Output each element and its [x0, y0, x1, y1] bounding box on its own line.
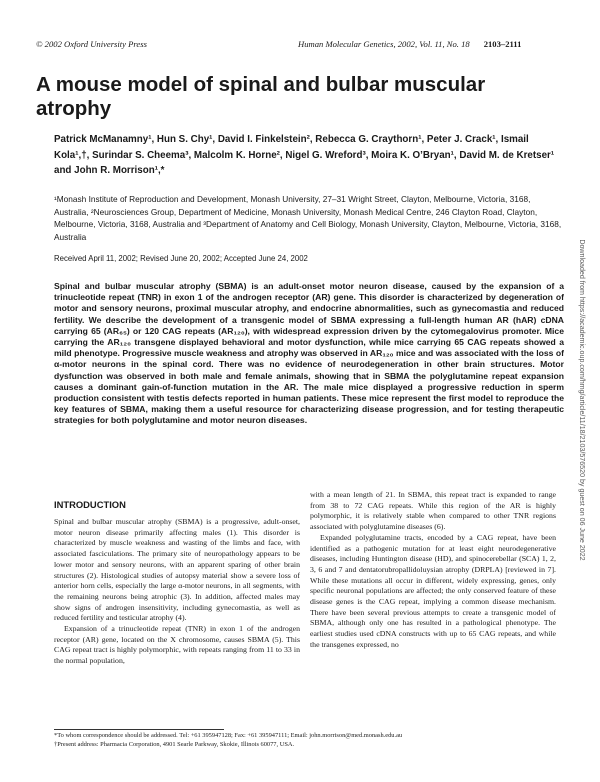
journal-name: Human Molecular Genetics, 2002, Vol. 11, No. 18 [298, 39, 470, 49]
download-watermark-text: Downloaded from https://academic.oup.com/hmg/article/11/18/2103/576520 by guest on 06 June 2022 [578, 239, 586, 561]
present-address-footnote: †Present address: Pharmacia Corporation, 4901 Searle Parkway, Skokie, Illinois 60077, USA. [54, 740, 295, 748]
received-dates: Received April 11, 2002; Revised June 20, 2002; Accepted June 24, 2002 [54, 254, 308, 263]
paragraph: Expansion of a trinucleotide repeat (TNR) in exon 1 of the androgen receptor (AR) gene, located on the X chromosome, causes SBMA (5). This CAG repeat tract is highly polymorphic, with repeats ranging from 11 to 33 in the normal population, [54, 624, 300, 666]
section-heading-introduction: INTRODUCTION [54, 499, 126, 510]
article-title: A mouse model of spinal and bulbar muscular atrophy [36, 73, 486, 120]
correspondence-footnote: *To whom correspondence should be addressed. Tel: +61 395947128; Fax: +61 395947111; Email: john.morrison@med.monash.edu.au [54, 732, 403, 739]
body-column-left [54, 517, 300, 667]
body-column-right [310, 490, 556, 651]
paragraph: Expanded polyglutamine tracts, encoded by a CAG repeat, have been identified as a pathogenic mutation for at least eight neurodegenerative diseases, including Huntington disease (HD), and spinocerebellar (SCA) 1, 2, 3, 6 and 7 and dentatorubropallidoluysian atrophy (DRPLA) [reviewed in 7]. While these mutations all occur in different, widely expressing, genes, only specific neuronal populations are affected; the only conserved feature of these disease genes is the CAG repeat, implying a common disease mechanism. There have been several previous attempts to create a transgenic model of SBMA, although only one has resulted in a pathological phenotype. The earliest studies used cDNA constructs with up to 65 CAG repeats, and while the transgenes expressed, no [310, 532, 556, 649]
paragraph: Spinal and bulbar muscular atrophy (SBMA) is a progressive, adult-onset, motor neuron disease primarily affecting males (1). This disorder is characterized by muscle weakness and wasting of the limbs and face, with associated fasciculations. The primary site of neuropathology appears to be lower motor and sensory neurons, with an apparent sparing of other brain structures (2). Histological studies of autopsy material show a severe loss of anterior horn cells, especially the large α-motor neurons, in all segments, with the remaining neurons being atrophic (3). In addition, affected males may show signs of androgen insensitivity, including gynecomastia, as well as reduced fertility and testicular atrophy (4). [54, 517, 300, 623]
affiliations: ¹Monash Institute of Reproduction and Development, Monash University, 27–31 Wright Street, Clayton, Melbourne, Victoria, 3168, Australia, ²Neurosciences Group, Department of Medicine, Monash University, Monash Medical Centre, 246 Clayton Road, Clayton, Melbourne, Victoria, 3168, Australia and ³Department of Anatomy and Cell Biology, Monash University, Clayton, Melbourne, Victoria, 3168, Australia [54, 194, 562, 242]
abstract: Spinal and bulbar muscular atrophy (SBMA) is an adult-onset motor neuron disease, caused by the expansion of a trinucleotide repeat (TNR) in exon 1 of the androgen receptor (AR) gene. This disorder is characterized by degeneration of motor and sensory neurons, proximal muscular atrophy, and endocrine abnormalities, such as gynecomastia and reduced fertility. We describe the development of a transgenic model of SBMA expressing a full-length human AR (hAR) cDNA carrying 65 (AR₆₅) or 120 CAG repeats (AR₁₂₀), with widespread expression driven by the cytomegalovirus promoter. Mice carrying the AR₁₂₀ transgene displayed behavioral and motor dysfunction, while mice carrying 65 CAG repeats showed a mild phenotype. Progressive muscle weakness and atrophy was observed in AR₁₂₀ mice and was associated with the loss of α-motor neurons in the spinal cord. There was no evidence of neurodegeneration in other brain structures. Motor dysfunction was observed in both male and female animals, showing that in SBMA the polyglutamine repeat expansion causes a dominant gain-of-function mutation in the AR. The male mice displayed a progressive reduction in sperm production consistent with testis defects reported in human patients. These mice represent the first model to reproduce the key features of SBMA, making them a useful resource for characterizing disease progression, and for testing therapeutic strategies for both polyglutamine and motor neuron diseases. [54, 281, 564, 426]
page-range: 2103–2111 [483, 39, 522, 49]
author-list: Patrick McManamny¹, Hun S. Chy¹, David I. Finkelstein², Rebecca G. Craythorn¹, Peter J. Crack¹, Ismail Kola¹,†, Surindar S. Cheema³, Malcolm K. Horne², Nigel G. Wreford³, Moira K. O’Bryan¹, David M. de Kretser¹ and John R. Morrison¹,* [54, 134, 555, 176]
footnote-divider [54, 729, 224, 730]
running-header [36, 39, 566, 53]
paragraph: with a mean length of 21. In SBMA, this repeat tract is expanded to range from 38 to 72 CAG repeats. While this region of the AR is highly polymorphic, it is relatively stable when compared to other TNR regions associated with polyglutamine diseases (6). [310, 490, 556, 532]
copyright-notice: © 2002 Oxford University Press [36, 39, 147, 49]
footnotes [54, 732, 564, 750]
journal-citation [298, 39, 521, 49]
